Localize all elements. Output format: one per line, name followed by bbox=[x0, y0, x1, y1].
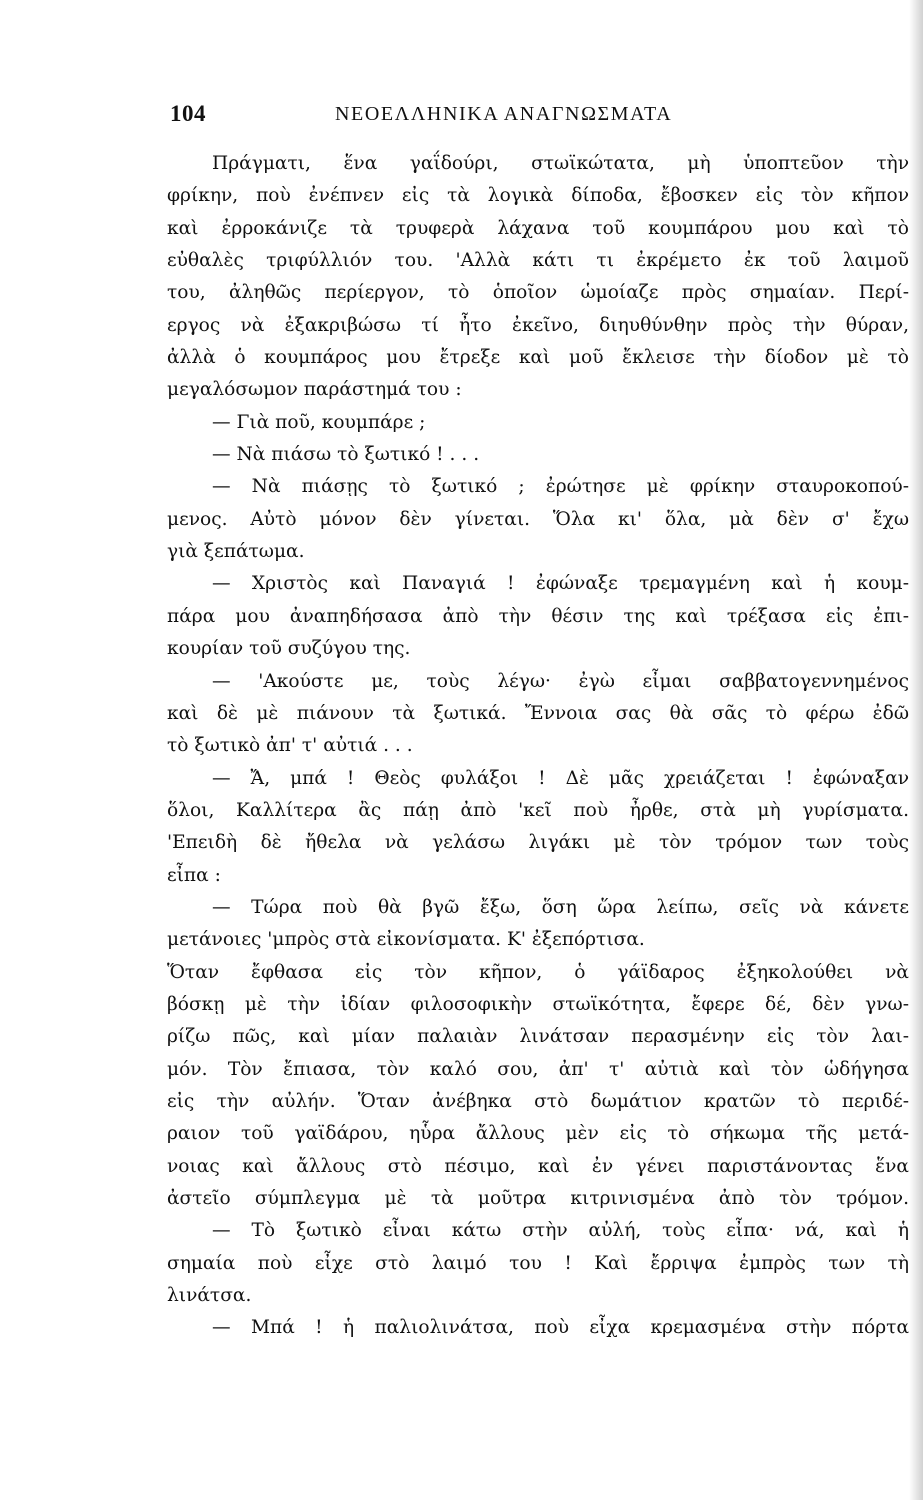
text-line: — Τώρα ποὺ θὰ βγῶ ἔξω, ὅση ὥρα λείπω, σεῖς νὰ κάνετε bbox=[212, 896, 909, 918]
text-line: 'Επειδὴ δὲ ἤθελα νὰ γελάσω λιγάκι μὲ τὸν τρόμον των τοὺς bbox=[167, 832, 909, 854]
text-line: μόν. Τὸν ἔπιασα, τὸν καλό σου, ἀπ' τ' αὐτιὰ καὶ τὸν ὡδήγησα bbox=[167, 1058, 909, 1080]
page-number: 104 bbox=[170, 101, 206, 126]
text-line: ὅλοι, Καλλίτερα ἂς πάῃ ἀπὸ 'κεῖ ποὺ ἦρθε, στὰ μὴ γυρίσματα. bbox=[167, 799, 909, 821]
text-line: μεγαλόσωμον παράστημά του : bbox=[167, 379, 462, 401]
text-line: πάρα μου ἀναπηδήσασα ἀπὸ τὴν θέσιν της καὶ τρέξασα εἰς ἐπι- bbox=[167, 605, 909, 627]
text-line: καὶ ἐρροκάνιζε τὰ τρυφερὰ λάχανα τοῦ κουμπάρου μου καὶ τὸ bbox=[167, 217, 909, 239]
text-line: εὐθαλὲς τριφύλλιόν του. 'Αλλὰ κάτι τι ἐκρέμετο ἐκ τοῦ λαιμοῦ bbox=[167, 250, 909, 272]
text-line: λινάτσα. bbox=[167, 1285, 252, 1307]
page-edge-shadow bbox=[909, 0, 923, 1500]
text-line: ἀλλὰ ὁ κουμπάρος μου ἔτρεξε καὶ μοῦ ἔκλεισε τὴν δίοδον μὲ τὸ bbox=[167, 347, 909, 369]
text-line: εἶπα : bbox=[167, 864, 221, 886]
text-line: τὸ ξωτικὸ ἀπ' τ' αὐτιά . . . bbox=[167, 735, 413, 757]
text-line: μενος. Αὐτὸ μόνον δὲν γίνεται. Ὅλα κι' ὅλα, μὰ δὲν σ' ἔχω bbox=[167, 508, 909, 530]
text-line: του, ἀληθῶς περίεργον, τὸ ὁποῖον ὡμοίαζε πρὸς σημαίαν. Περί- bbox=[167, 282, 909, 304]
text-line: φρίκην, ποὺ ἐνέπνεν εἰς τὰ λογικὰ δίποδα, ἔβοσκεν εἰς τὸν κῆπον bbox=[167, 185, 909, 207]
text-line: βόσκῃ μὲ τὴν ἰδίαν φιλοσοφικὴν στωϊκότητα, ἔφερε δέ, δὲν γνω- bbox=[167, 993, 909, 1015]
running-title: ΝΕΟΕΛΛΗΝΙΚΑ ΑΝΑΓΝΩΣΜΑΤΑ bbox=[335, 103, 673, 125]
text-line: σημαία ποὺ εἶχε στὸ λαιμό του ! Καὶ ἔρριψα ἐμπρὸς των τὴ bbox=[167, 1252, 909, 1274]
text-line: — Χριστὸς καὶ Παναγιά ! ἐφώναξε τρεμαγμένη καὶ ἡ κουμ- bbox=[212, 573, 909, 595]
text-line: — Μπά ! ἡ παλιολινάτσα, ποὺ εἶχα κρεμασμένα στὴν πόρτα bbox=[212, 1317, 909, 1339]
text-line: ἀστεῖο σύμπλεγμα μὲ τὰ μοῦτρα κιτρινισμένα ἀπὸ τὸν τρόμον. bbox=[167, 1188, 909, 1209]
text-line: εργος νὰ ἐξακριβώσω τί ἦτο ἐκεῖνο, διηυθύνθην πρὸς τὴν θύραν, bbox=[167, 314, 909, 336]
text-line: — 'Ακούστε με, τοὺς λέγω· ἐγὼ εἶμαι σαββατογεννημένος bbox=[212, 670, 909, 692]
text-line: — Ἄ, μπά ! Θεὸς φυλάξοι ! Δὲ μᾶς χρειάζεται ! ἐφώναξαν bbox=[212, 767, 909, 789]
text-line: ραιον τοῦ γαϊδάρου, ηὗρα ἄλλους μὲν εἰς τὸ σήκωμα τῆς μετά- bbox=[167, 1123, 909, 1145]
text-line: μετάνοιες 'μπρὸς στὰ εἰκονίσματα. Κ' ἐξεπόρτισα. bbox=[167, 929, 645, 951]
text-line: ρίζω πῶς, καὶ μίαν παλαιὰν λινάτσαν περασμένην εἰς τὸν λαι- bbox=[167, 1026, 909, 1048]
body-text bbox=[167, 148, 909, 1345]
text-line: — Νὰ πιάσω τὸ ξωτικό ! . . . bbox=[212, 444, 480, 466]
text-line: γιὰ ξεπάτωμα. bbox=[167, 541, 305, 563]
page-header bbox=[170, 101, 730, 131]
text-line: κουρίαν τοῦ συζύγου της. bbox=[167, 638, 411, 660]
text-line: — Νὰ πιάσῃς τὸ ξωτικό ; ἐρώτησε μὲ φρίκην σταυροκοπού- bbox=[212, 476, 909, 498]
text-line: Ὅταν ἔφθασα εἰς τὸν κῆπον, ὁ γάϊδαρος ἐξηκολούθει νὰ bbox=[167, 961, 909, 983]
text-line: νοιας καὶ ἄλλους στὸ πέσιμο, καὶ ἐν γένει παριστάνοντας ἕνα bbox=[167, 1155, 909, 1177]
text-line: — Τὸ ξωτικὸ εἶναι κάτω στὴν αὐλή, τοὺς εἶπα· νά, καὶ ἡ bbox=[212, 1220, 909, 1242]
text-line: Πράγματι, ἕνα γαΐδούρι, στωϊκώτατα, μὴ ὑποπτεῦον τὴν bbox=[212, 153, 909, 174]
text-line: — Γιὰ ποῦ, κουμπάρε ; bbox=[212, 411, 426, 433]
text-line: εἰς τὴν αὐλήν. Ὅταν ἀνέβηκα στὸ δωμάτιον κρατῶν τὸ περιδέ- bbox=[167, 1090, 909, 1112]
text-line: καὶ δὲ μὲ πιάνουν τὰ ξωτικά. Ἔννοια σας θὰ σᾶς τὸ φέρω ἐδῶ bbox=[167, 702, 909, 724]
